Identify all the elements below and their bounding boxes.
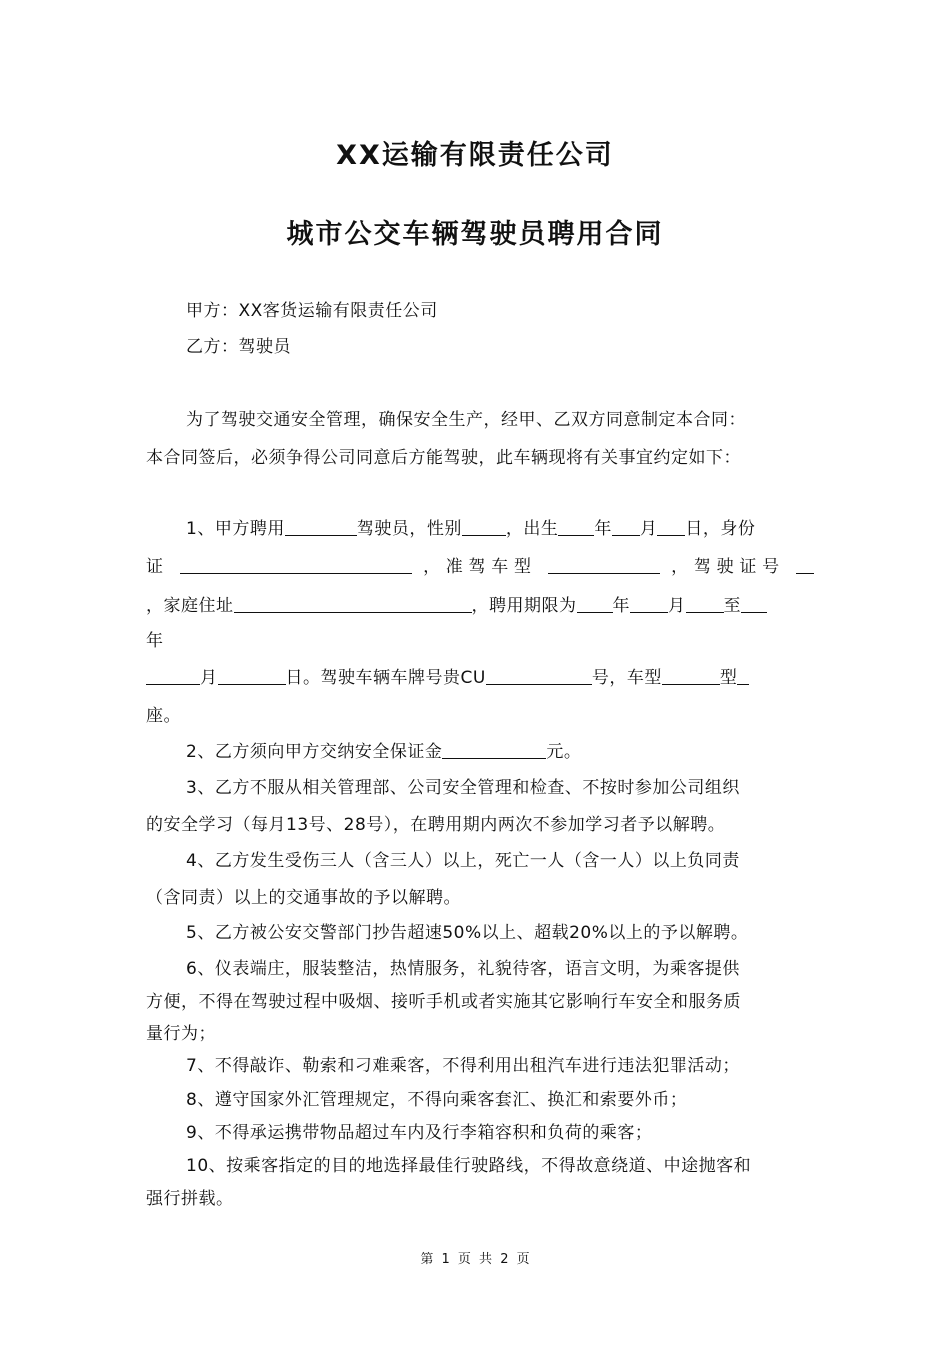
clause-text: 2、乙方须向甲方交纳安全保证金: [186, 742, 443, 762]
clause-4-line-1: 4、乙方发生受伤三人（含三人）以上，死亡一人（含一人）以上负同责: [186, 851, 740, 871]
birth-day-blank: [657, 518, 685, 536]
clause-text: ，准驾车型: [423, 557, 537, 577]
clause-text: ，聘用期限为: [471, 596, 577, 616]
clause-text: 元。: [546, 742, 582, 762]
clause-8: 8、遵守国家外汇管理规定，不得向乘客套汇、换汇和索要外币；: [186, 1090, 688, 1110]
clause-text: 日，身份: [685, 519, 756, 539]
intro-line-2: 本合同签后，必须争得公司同意后方能驾驶，此车辆现将有关事宜约定如下：: [146, 448, 741, 468]
clause-9: 9、不得承运携带物品超过车内及行李箱容积和负荷的乘客；: [186, 1123, 653, 1143]
birth-month-blank: [612, 518, 640, 536]
clause-text: 型: [719, 668, 738, 688]
clause-text: 月: [639, 519, 658, 539]
clause-text: ，驾驶证号: [671, 557, 785, 577]
clause-1-line-1: [186, 514, 755, 539]
clause-text: 月: [668, 596, 686, 616]
clause-1-line-3: [146, 591, 767, 616]
clause-3-line-1: 3、乙方不服从相关管理部、公司安全管理和检查、不按时参加公司组织: [186, 778, 740, 798]
clause-1-line-4: 年: [146, 631, 164, 651]
clause-3-line-2: 的安全学习（每月13号、28号），在聘用期内两次不参加学习者予以解聘。: [146, 815, 726, 835]
term-end-year-blank: [741, 595, 767, 613]
gender-blank: [462, 518, 506, 536]
clause-2: [186, 737, 581, 762]
seat-count-blank: [737, 667, 749, 685]
term-month-blank: [630, 595, 668, 613]
clause-6-line-2: 方便，不得在驾驶过程中吸烟、接听手机或者实施其它影响行车安全和服务质: [146, 992, 741, 1012]
term-end-month-blank: [146, 667, 200, 685]
clause-10-line-2: 强行拼载。: [146, 1189, 234, 1209]
clause-text: 日。驾驶车辆车牌号贵CU: [285, 668, 486, 688]
license-number-blank: [796, 556, 814, 574]
plate-number-blank: [486, 667, 592, 685]
term-end-day-blank: [218, 667, 286, 685]
clause-1-line-5: [146, 663, 749, 688]
clause-text: 1、甲方聘用: [186, 519, 285, 539]
clause-text: ，出生: [505, 519, 559, 539]
clause-text: 驾驶员，性别: [356, 519, 462, 539]
party-a: 甲方：XX客货运输有限责任公司: [186, 301, 438, 321]
page-number: 第 1 页 共 2 页: [420, 1252, 530, 1267]
clause-1-line-2: [146, 552, 814, 577]
vehicle-model-blank: [662, 667, 720, 685]
clause-text: 年: [612, 596, 630, 616]
clause-10-line-1: 10、按乘客指定的目的地选择最佳行驶路线，不得故意绕道、中途抛客和: [186, 1156, 752, 1176]
term-day-blank: [686, 595, 724, 613]
clause-text: 至: [723, 596, 741, 616]
birth-year-blank: [558, 518, 594, 536]
deposit-blank: [442, 741, 546, 759]
party-b: 乙方：驾驶员: [186, 337, 291, 357]
clause-text: 年: [594, 519, 612, 539]
clause-text: 月: [200, 668, 218, 688]
clause-7: 7、不得敲诈、勒索和刁难乘客，不得利用出租汽车进行违法犯罪活动；: [186, 1056, 740, 1076]
intro-line-1: 为了驾驶交通安全管理，确保安全生产，经甲、乙双方同意制定本合同：: [186, 410, 746, 430]
vehicle-class-blank: [548, 556, 660, 574]
id-number-blank: [180, 556, 412, 574]
clause-6-line-1: 6、仪表端庄，服装整洁，热情服务，礼貌待客，语言文明，为乘客提供: [186, 959, 740, 979]
name-blank: [285, 518, 357, 536]
clause-5: 5、乙方被公安交警部门抄告超速50%以上、超载20%以上的予以解聘。: [186, 923, 749, 943]
clause-6-line-3: 量行为；: [146, 1024, 216, 1044]
clause-text: 证: [146, 557, 169, 577]
clause-text: 号，车型: [591, 668, 662, 688]
term-year-blank: [577, 595, 613, 613]
contract-title: 城市公交车辆驾驶员聘用合同: [286, 219, 664, 250]
company-title: XX运输有限责任公司: [336, 140, 614, 171]
clause-1-line-6: 座。: [146, 706, 181, 726]
clause-4-line-2: （含同责）以上的交通事故的予以解聘。: [146, 888, 461, 908]
clause-text: ，家庭住址: [146, 596, 234, 616]
address-blank: [234, 595, 472, 613]
